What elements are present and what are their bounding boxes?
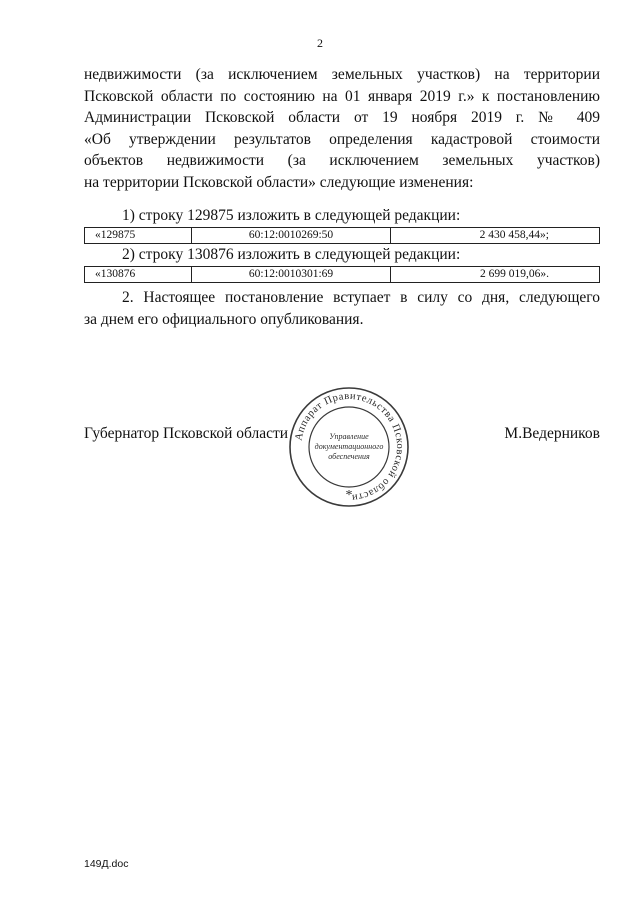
seal-inner-line: обеспечения [328, 452, 370, 461]
row-number-cell: «129875 [85, 228, 192, 244]
cadastral-value-cell: 2 430 458,44»; [391, 228, 600, 244]
item-1-text: 1) строку 129875 изложить в следующей редакции: [122, 207, 461, 224]
signatory-name: М.Ведерников [504, 425, 600, 442]
effective-date-paragraph [84, 287, 600, 331]
intro-line: Псковской области по состоянию на 01 января 2019 г.» к постановлению [84, 87, 600, 105]
seal-inner-line: Управление [329, 432, 369, 441]
intro-line: на территории Псковской области» следующие изменения: [84, 173, 474, 191]
cadastral-value-cell: 2 699 019,06». [391, 267, 600, 283]
table-row [85, 228, 600, 244]
paragraph-line: за днем его официального опубликования. [84, 311, 364, 328]
replacement-row-table-2 [84, 266, 600, 283]
intro-line: «Об утверждении результатов определения кадастровой стоимости [84, 130, 600, 148]
page-number: 2 [317, 36, 323, 50]
item-2-text: 2) строку 130876 изложить в следующей редакции: [122, 246, 461, 263]
signatory-position: Губернатор Псковской области [84, 425, 289, 442]
table-row [85, 267, 600, 283]
official-seal-stamp [288, 386, 410, 508]
intro-line: недвижимости (за исключением земельных участков) на территории [84, 66, 600, 83]
intro-line: Администрации Псковской области от 19 ноября 2019 г. № 409 [84, 109, 600, 126]
intro-paragraph [84, 64, 600, 193]
cadastral-number-cell: 60:12:0010301:69 [192, 267, 391, 283]
file-name-footer: 149Д.doc [84, 858, 129, 870]
seal-outer-text: Аппарат Правительства Псковской области [293, 390, 406, 504]
cadastral-number-cell: 60:12:0010269:50 [192, 228, 391, 244]
seal-star-icon: * [345, 488, 353, 503]
seal-inner-line: документационного [314, 442, 384, 451]
replacement-row-table-1 [84, 227, 600, 244]
intro-line: объектов недвижимости (за исключением земельных участков) [84, 152, 600, 169]
paragraph-line: 2. Настоящее постановление вступает в силу со дня, следующего [122, 289, 600, 306]
row-number-cell: «130876 [85, 267, 192, 283]
